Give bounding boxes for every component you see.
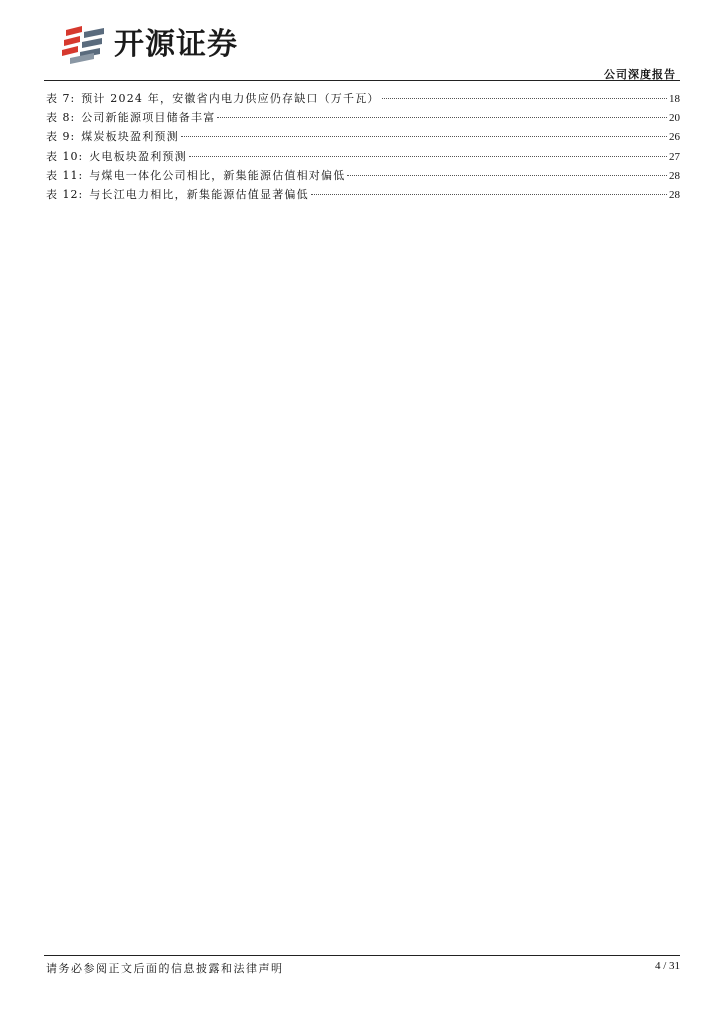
toc-page-number[interactable]: 18 (669, 93, 680, 105)
toc-leader-dots (382, 98, 667, 99)
toc-title[interactable]: 与长江电力相比，新集能源估值显著偏低 (89, 187, 309, 201)
toc-row[interactable] (46, 89, 680, 108)
toc-leader-dots (189, 156, 667, 157)
toc-title[interactable]: 预计 2024 年，安徽省内电力供应仍存缺口（万千瓦） (81, 92, 380, 105)
toc-number: 表 7: (46, 92, 76, 105)
toc-row[interactable] (46, 108, 680, 127)
toc-number: 表 8: (46, 111, 76, 125)
toc-title[interactable]: 公司新能源项目储备丰富 (81, 111, 216, 125)
toc-title[interactable]: 与煤电一体化公司相比，新集能源估值相对偏低 (89, 168, 346, 182)
toc-row[interactable] (46, 166, 680, 185)
report-type-label: 公司深度报告 (604, 68, 676, 81)
toc-number: 表 9: (46, 130, 76, 144)
toc-row[interactable] (46, 127, 680, 146)
toc-page-number[interactable]: 20 (669, 112, 680, 125)
header-divider (44, 80, 680, 81)
toc-number: 表 12: (46, 187, 84, 201)
company-logo (60, 26, 238, 64)
toc-page-number[interactable]: 26 (669, 131, 680, 144)
toc-leader-dots (347, 175, 667, 176)
toc-row[interactable] (46, 185, 680, 204)
toc-row[interactable] (46, 147, 680, 166)
toc-leader-dots (217, 117, 667, 118)
page-number: 4 / 31 (654, 960, 680, 972)
toc-leader-dots (181, 136, 667, 137)
footer-disclaimer: 请务必参阅正文后面的信息披露和法律声明 (46, 962, 284, 975)
toc-page-number[interactable]: 28 (669, 188, 680, 201)
toc-leader-dots (311, 194, 667, 195)
toc-number: 表 10: (46, 149, 84, 163)
toc-page-number[interactable]: 28 (669, 169, 680, 182)
toc-page-number[interactable]: 27 (669, 150, 680, 163)
footer-divider (44, 955, 680, 956)
toc-title[interactable]: 煤炭板块盈利预测 (81, 130, 179, 144)
table-of-figures (46, 89, 680, 204)
toc-number: 表 11: (46, 168, 84, 182)
kaiyuan-logo-icon (60, 26, 106, 64)
brand-name: 开源证券 (114, 27, 238, 62)
toc-title[interactable]: 火电板块盈利预测 (89, 149, 187, 163)
